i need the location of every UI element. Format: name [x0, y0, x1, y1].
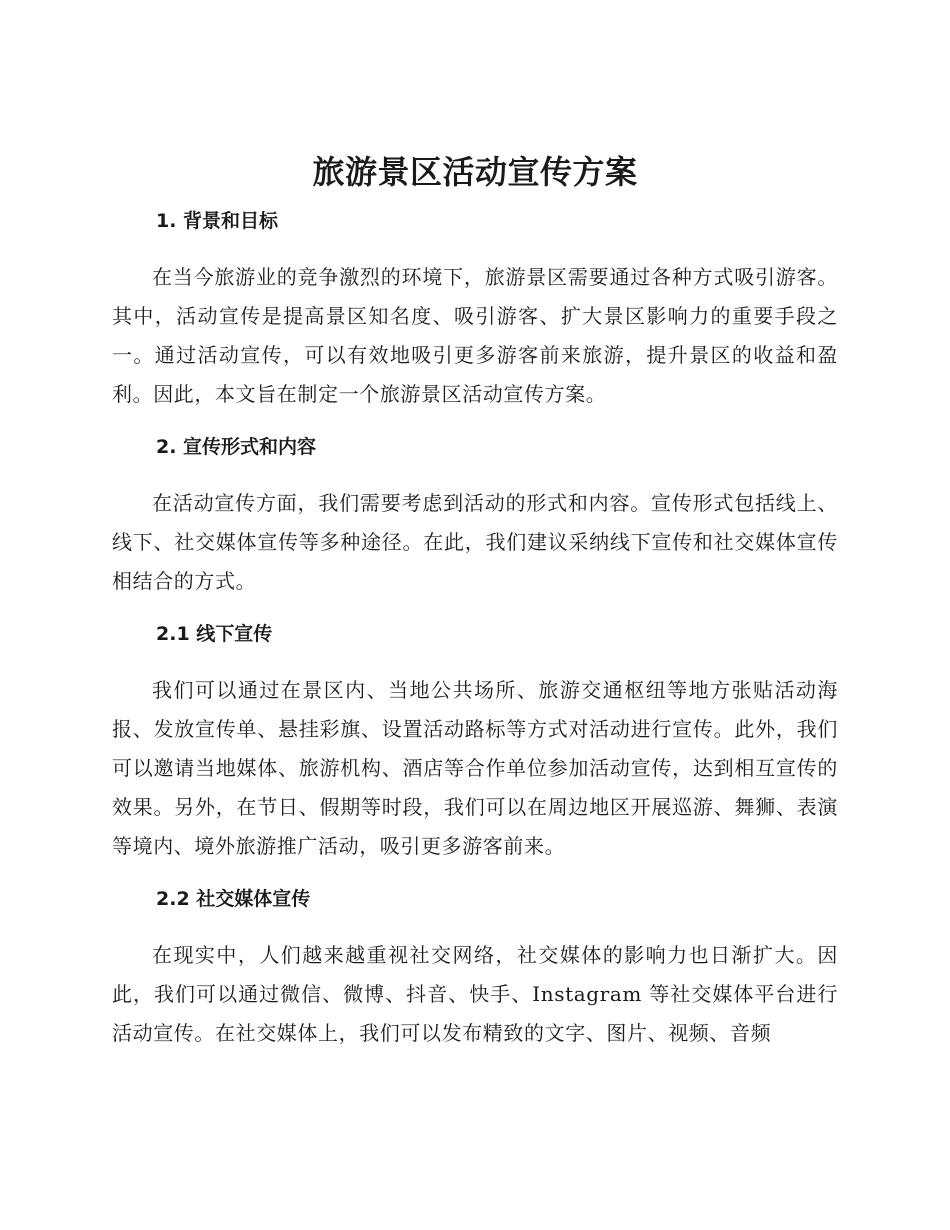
- section-paragraph-offline: 我们可以通过在景区内、当地公共场所、旅游交通枢纽等地方张贴活动海报、发放宣传单、悬挂彩旗、设置活动路标等方式对活动进行宣传。此外，我们可以邀请当地媒体、旅游机构、酒店等合作单位参加活动宣传，达到相互宣传的效果。另外，在节日、假期等时段，我们可以在周边地区开展巡游、舞狮、表演等境内、境外旅游推广活动，吸引更多游客前来。: [112, 678, 838, 858]
- document-title: 旅游景区活动宣传方案: [312, 153, 638, 191]
- section-heading-background: 1. 背景和目标: [156, 210, 279, 232]
- section-paragraph-social-media: 在现实中，人们越来越重视社交网络，社交媒体的影响力也日渐扩大。因此，我们可以通过微信、微博、抖音、快手、Instagram 等社交媒体平台进行活动宣传。在社交媒体上，我们可以发布精致的文字、图片、视频、音频: [112, 943, 838, 1045]
- section-heading-social-media: 2.2 社交媒体宣传: [156, 888, 311, 910]
- section-paragraph-form-content: 在活动宣传方面，我们需要考虑到活动的形式和内容。宣传形式包括线上、线下、社交媒体宣传等多种途径。在此，我们建议采纳线下宣传和社交媒体宣传相结合的方式。: [112, 491, 838, 593]
- section-paragraph-background: 在当今旅游业的竞争激烈的环境下，旅游景区需要通过各种方式吸引游客。其中，活动宣传是提高景区知名度、吸引游客、扩大景区影响力的重要手段之一。通过活动宣传，可以有效地吸引更多游客前来旅游，提升景区的收益和盈利。因此，本文旨在制定一个旅游景区活动宣传方案。: [112, 265, 838, 406]
- document-body: [112, 202, 838, 1053]
- section-heading-form-content: 2. 宣传形式和内容: [156, 436, 317, 458]
- section-heading-offline: 2.1 线下宣传: [156, 623, 273, 645]
